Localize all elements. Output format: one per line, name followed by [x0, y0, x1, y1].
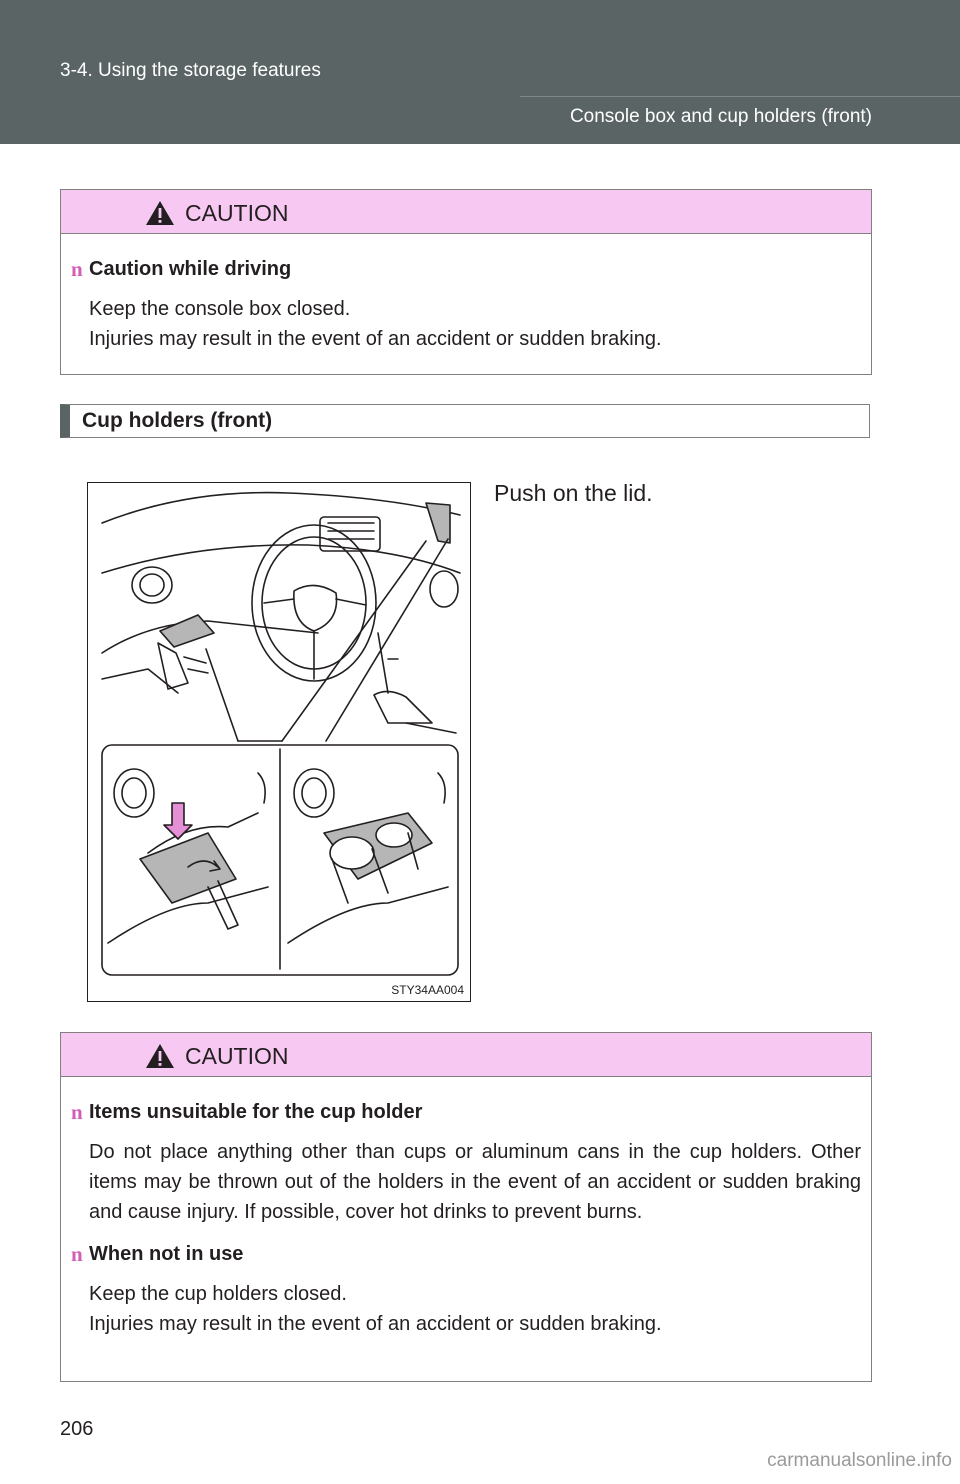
- instruction-text: Push on the lid.: [494, 480, 653, 506]
- bullet-marker: n: [71, 257, 83, 281]
- caution-item-title: [71, 1239, 861, 1269]
- caution-item-title-text: When not in use: [89, 1243, 244, 1265]
- section-heading: [60, 404, 870, 438]
- caution-header: [61, 1033, 871, 1077]
- caution-box-cup-holder: [60, 1032, 872, 1382]
- warning-triangle-icon: [145, 1043, 175, 1069]
- page-header: [0, 0, 960, 144]
- section-title: 3-4. Using the storage features: [60, 60, 321, 81]
- caution-line: Keep the cup holders closed.: [89, 1283, 347, 1305]
- caution-line: Keep the console box closed.: [89, 298, 351, 320]
- cup-holder-illustration-icon: [88, 483, 472, 1003]
- caution-paragraph: Do not place anything other than cups or aluminum cans in the cup holders. Other items may be thrown out of the holders in the event of an accident or sudden braking and cause injury. If possible, cover hot drinks to prevent burns.: [89, 1141, 861, 1223]
- caution-label: CAUTION: [185, 1043, 289, 1069]
- caution-text: [89, 1279, 861, 1339]
- bullet-marker: n: [71, 1100, 83, 1124]
- caution-item-title-text: Items unsuitable for the cup holder: [89, 1101, 423, 1123]
- figure-code: STY34AA004: [391, 983, 464, 997]
- subsection-title: Console box and cup holders (front): [569, 106, 872, 127]
- page-number: 206: [60, 1418, 94, 1440]
- caution-item-title: [71, 1097, 861, 1127]
- watermark[interactable]: carmanualsonline.info: [767, 1450, 952, 1471]
- caution-line: Injuries may result in the event of an accident or sudden braking.: [89, 1313, 662, 1335]
- section-heading-text: Cup holders (front): [82, 409, 273, 432]
- caution-label: CAUTION: [185, 200, 289, 226]
- caution-text: [89, 294, 861, 354]
- caution-item-title: [71, 254, 861, 284]
- bullet-marker: n: [71, 1242, 83, 1266]
- caution-box-driving: [60, 189, 872, 375]
- caution-item-title-text: Caution while driving: [89, 258, 292, 280]
- warning-triangle-icon: [145, 200, 175, 226]
- cup-holder-figure: [87, 482, 471, 1002]
- caution-line: Injuries may result in the event of an accident or sudden braking.: [89, 328, 662, 350]
- caution-header: [61, 190, 871, 234]
- caution-text: [89, 1137, 861, 1227]
